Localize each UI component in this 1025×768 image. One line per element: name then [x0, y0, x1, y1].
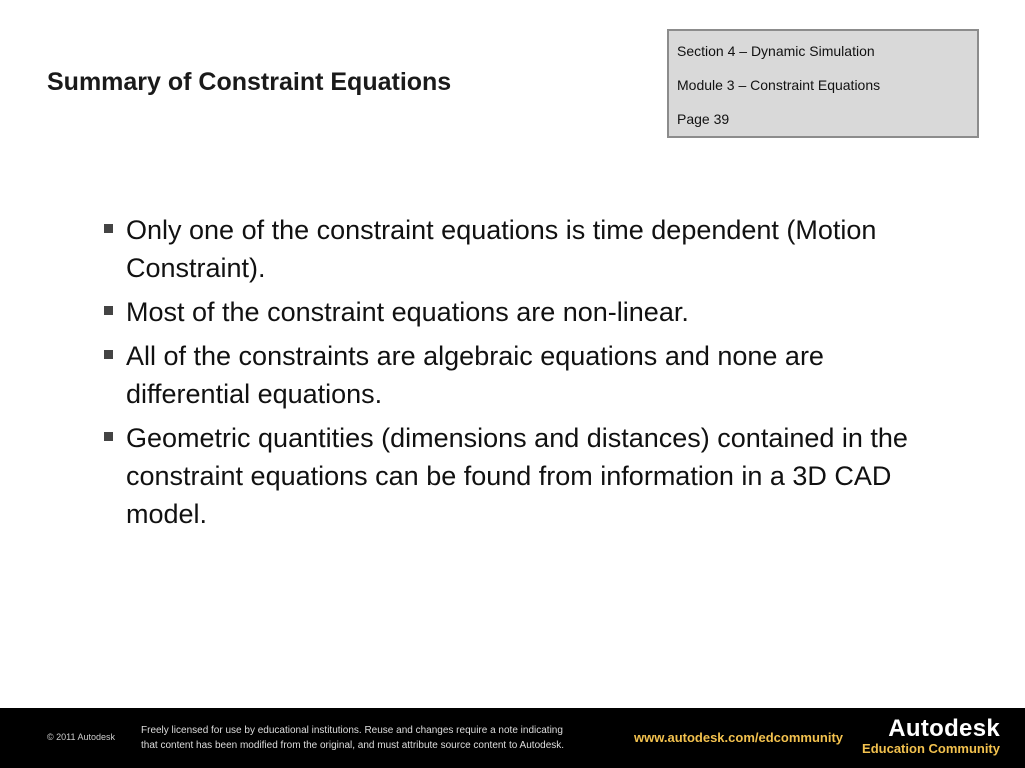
square-bullet-icon — [104, 224, 113, 233]
section-info-box — [667, 29, 979, 138]
autodesk-logo — [860, 716, 1000, 756]
license-line: that content has been modified from the original, and must attribute source content to Autodesk. — [141, 740, 565, 751]
license-line: Freely licensed for use by educational institutions. Reuse and changes require a note indicating — [141, 725, 563, 736]
bullet-text: All of the constraints are algebraic equations and none are differential equations. — [126, 341, 824, 409]
edcommunity-link[interactable]: www.autodesk.com/edcommunity — [634, 730, 844, 745]
bullet-item — [104, 337, 934, 413]
brand-name: Autodesk — [888, 715, 1000, 742]
bullet-text: Most of the constraint equations are non-linear. — [126, 297, 689, 327]
copyright-notice: © 2011 Autodesk — [47, 732, 116, 742]
bullet-item — [104, 419, 934, 533]
slide-title: Summary of Constraint Equations — [47, 68, 452, 96]
bullet-list — [104, 211, 934, 539]
brand-subtitle: Education Community — [862, 741, 1000, 756]
footer-bar — [0, 708, 1025, 768]
bullet-item — [104, 211, 934, 287]
bullet-text: Geometric quantities (dimensions and distances) contained in the constraint equations can be found from information in a 3D CAD model. — [126, 423, 908, 529]
square-bullet-icon — [104, 432, 113, 441]
module-label: Module 3 – Constraint Equations — [677, 77, 881, 93]
page-number: Page 39 — [677, 111, 730, 127]
square-bullet-icon — [104, 350, 113, 359]
bullet-text: Only one of the constraint equations is time dependent (Motion Constraint). — [126, 215, 877, 283]
section-label: Section 4 – Dynamic Simulation — [677, 43, 875, 59]
license-notice — [141, 723, 626, 753]
square-bullet-icon — [104, 306, 113, 315]
bullet-item — [104, 293, 934, 331]
